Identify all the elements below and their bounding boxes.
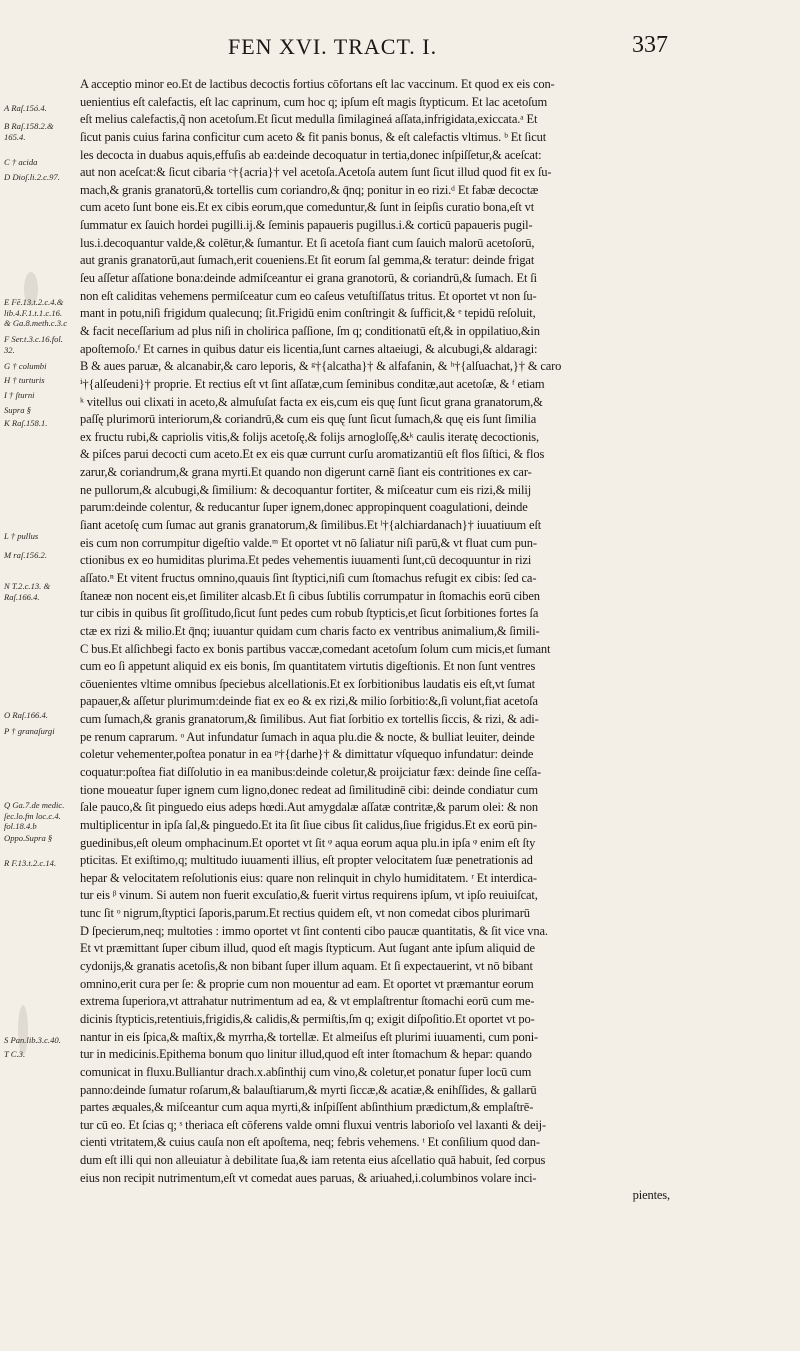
text-line: eius non recipit nutrimentum,eſt vt comedat aues paruas, & ariuahed,i.columbinos volare inci- — [80, 1170, 537, 1185]
text-line: tur cibis in quibus ſit groſſitudo,ſicut ſunt pedes cum robub ſtypticis,et ſicut ſorbitiones fortes ſa — [80, 606, 539, 621]
text-line: mach,& granis granatorū,& tortellis cum coriandro,& q̄nq; ponitur in eo rizi.ᵈ Et fabæ decoctæ — [80, 182, 539, 197]
paper-stain — [24, 272, 38, 306]
text-line: ſummatur ex ſauich hordei pugilli.ij.& ſeminis papaueris pugillus.i.& corticū papaueris pugil- — [80, 218, 533, 233]
paper-stain — [18, 1005, 28, 1055]
margin-note: P † granaſurgi — [4, 726, 55, 736]
text-line: paſſę plurimorū interiorum,& coriandrū,& cum eis quę ſunt ſicut ſumach,& quę eis ſunt ſimilia — [80, 412, 537, 427]
margin-note: R F.13.t.2.c.14. — [4, 858, 57, 868]
text-line: ne pullorum,& alcubugi,& ſimilium: & decoquantur fortiter, & miſceatur cum eis rizi,& milij — [80, 482, 532, 497]
running-head: FEN XVI. TRACT. I. — [228, 34, 438, 59]
text-line: cienti vtritatem,& cuius cauſa non eſt apoſtema, neq; febris vehemens. ᵗ Et conſilium quod dan- — [80, 1135, 540, 1150]
page-number: 337 — [632, 32, 668, 58]
text-line: hepar & velocitatem reſolutionis eius: quare non relinquit in chylo humiditatem. ʳ Et interdica- — [80, 870, 537, 885]
text-line: aut non aceſcat:& ſicut cibaria ᶜ†{acria}† vel acetoſa.Acetoſa autem ſunt ſicut illud quod fit ex ſu- — [80, 165, 552, 180]
text-line: A acceptio minor eo.Et de lactibus decoctis fortius cōfortans eſt lac vaccinum. Et quod ex eis con- — [80, 77, 555, 91]
text-line: aut granis granatorū,aut ſumach,erit coueniens.Et ſit eorum ſal gemma,& teratur: deinde frigat — [80, 253, 535, 268]
margin-note: D Dioſ.li.2.c.97. — [4, 172, 60, 182]
text-line: ſtaneæ non nocent eis,et ſimiliter alcasb.Et ſi cibus ſubtilis corrumpatur in ſtomachis eorū ciben — [80, 588, 540, 603]
text-line: tur eis ᵝ vinum. Si autem non fuerit excuſatio,& fuerit virtus requirens ipſum, vt ipſo reuiuiſcat, — [80, 888, 538, 903]
margin-note: F Ser.t.3.c.16.fol. 32. — [4, 334, 63, 355]
text-line: tunc ſit ᵒ nigrum,ſtyptici ſaporis,parum.Et rectius quidem eſt, vt non comedat cibos plurimarū — [80, 906, 530, 921]
text-line: aſſato.ⁿ Et vitent fructus omnino,quauis ſint ſtyptici,niſi cum ſtomachus refugit ex cibis: ſed ca- — [80, 570, 537, 585]
text-line: apoſtemoſo.ᶠ Et carnes in quibus datur eis licentia,ſunt carnes altaeiugi, & alcubugi,& aldaragi: — [80, 341, 538, 356]
text-line: tur in medicinis.Epithema bonum quo linitur illud,quod eſt inter ſtomachum & hepar: quando — [80, 1047, 532, 1062]
body-text — [80, 76, 676, 1205]
text-line: zarur,& coriandrum,& grana myrti.Et quando non digerunt carnē ſiant eis contritiones ex car- — [80, 465, 532, 480]
margin-note: E Fē.13.t.2.c.4.& lib.4.F.1.t.1.c.16. & Ga.8.meth.c.3.c — [4, 297, 68, 329]
text-line: ctionibus ex eo humiditas plurima.Et pedes vehementis iuuamenti ſunt,cū decoquuntur in rizi — [80, 553, 532, 568]
text-line: ⁱ†{alſeudeni}† proprie. Et rectius eſt vt ſint aſſatæ,cum ſeminibus conditæ,aut acetoſæ, & ᶠ etiam — [80, 376, 545, 391]
margin-note: K Raſ.158.1. — [4, 418, 48, 428]
text-line: extrema ſuperiora,vt attrahatur nutrimentum ad ea, & vt emplaſtrentur ſtomachi eorū cum me- — [80, 994, 535, 1009]
text-line: ſeu aſſetur aſſatione bona:deinde admiſceantur ei grana granotorū, & coriandrū,& ſumach. Et ſi — [80, 271, 537, 286]
text-line: dicinis ſtypticis,retentiuis,frigidis,& calidis,& permiſtis,ſm q; exigit diſpoſitio.Et oportet vt po- — [80, 1011, 535, 1026]
text-line: papauer,& aſſetur plurimum:deinde fiat ex eo & ex rizi,& milio ſorbitio:&,ſi volunt,fiat acetoſa — [80, 694, 538, 709]
text-line: B & aues paruæ, & alcanabir,& caro leporis, & ᵍ†{alcatha}† & alfafanin, & ʰ†{alſuachat,}† & caro — [80, 359, 562, 374]
text-line: D ſpecierum,neq; multoties : immo oportet vt ſint contenti cibo paucæ quantitatis, & ſit vice vna. — [80, 923, 548, 938]
text-line: dum eſt illi qui non alleuiatur à debilitate ſua,& iam retenta eius aſcellatio quā habuit, ſed corpus — [80, 1153, 546, 1168]
margin-note: A Raſ.15ó.4. — [4, 103, 47, 113]
text-line: cum eo ſi appetunt aliquid ex eis bonis, ſm quantitatem virtutis digeſtionis. Et non ſunt ventres — [80, 659, 536, 674]
text-line: panno:deinde ſumatur roſarum,& balauſtiarum,& myrti ſiccæ,& acatiæ,& enihſſides, & gallarū — [80, 1082, 537, 1097]
text-line: parum:deinde colentur, & reducantur ſuper ignem,donec appropinquent coagulationi, deinde — [80, 500, 528, 515]
text-line: guedinibus,eſt oleum omphacinum.Et oportet vt ſit ᵠ aqua eorum aqua plu.in ipſa ᵠ enim eſt ſty — [80, 835, 536, 850]
text-line: cum ſumach,& granis granatorum,& ſimilibus. Aut fiat ſorbitio ex tortellis ſiccis, & rizi, & adi- — [80, 712, 539, 727]
text-line: lus.i.decoquantur valde,& colētur,& ſumantur. Et ſi acetoſa fiant cum ſauich malorū acetoſorū, — [80, 235, 535, 250]
margin-note: G † columbi — [4, 361, 47, 371]
text-line: eis cum non corrumpitur digeſtio valde.ᵐ Et oportet vt nō ſaliatur niſi parū,& vt fluat cum pun- — [80, 535, 537, 550]
text-line: ex fructu rubi,& capriolis vitis,& folijs acetoſę,& folijs arnogloſſę,&ᵏ caulis iteratę decoctionis, — [80, 429, 539, 444]
text-line: ᵏ vitellus oui clixati in aceto,& almuſuſat facta ex eis,cum eis quę ſunt ſicut grana granatorum,& — [80, 394, 543, 409]
text-line: coquatur:poſtea fiat diſſolutio in ea manibus:deinde coletur,& proijciatur fæx: deinde ſine ceſſa- — [80, 764, 542, 779]
text-line: non eſt caliditas vehemens permiſceatur cum eo caſeus vetuſtiſſatus tritus. Et oportet vt non ſu- — [80, 288, 537, 303]
margin-note: N T.2.c.13. & Raſ.166.4. — [4, 581, 51, 602]
text-line: ctæ ex rizi & milio.Et q̄nq; iuuantur quidam cum charis facto ex ventribus animalium,& ſimili- — [80, 623, 540, 638]
margin-note: T C.3. — [4, 1049, 26, 1059]
text-line: omnino,erit cura per ſe: & proprie cum non mouentur ad eam. Et oportet vt præmantur eorum — [80, 976, 534, 991]
text-line: tur cū eo. Et ſcias q; ˢ theriaca eſt cōferens valde omni fluxui ventris laborioſo vel laxanti & deij- — [80, 1117, 547, 1132]
margin-note: Oppo.Supra § — [4, 833, 53, 843]
page-header — [228, 34, 668, 64]
text-line: cōuenientes vltime omnibus ſpeciebus alcellationis.Et ex ſorbitionibus laudatis eis eſt,vt ſumat — [80, 676, 535, 691]
text-line: comunicat in fluxu.Bulliantur drach.x.abſinthij cum vino,& coletur,et ponatur ſuper locū cum — [80, 1064, 532, 1079]
margin-note: M raſ.156.2. — [4, 550, 47, 560]
text-line: uenientius eſt calefactis, eſt lac caprinum, cum hoc q; ipſum eſt magis ſtypticum. Et lac acetoſum — [80, 94, 548, 109]
margin-note: S Pan.lib.3.c.40. — [4, 1035, 61, 1045]
text-line: C bus.Et alſichbegi facto ex bonis partibus vaccæ,comedant acetoſum ſolum cum micis,et ſumant — [80, 641, 551, 656]
text-line: tione moueatur ſuper ignem cum ligno,donec redeat ad ſimilitudinē cibi: deinde condiatur cum — [80, 782, 538, 797]
text-line: pientes, — [632, 1188, 670, 1203]
margin-note: Supra § — [4, 405, 31, 415]
text-line: cum aceto ſunt bone eis.Et ex cibis eorum,que comeduntur,& ſunt in ſeipſis curatio bona,eſt vt — [80, 200, 535, 215]
margin-note: B Raſ.158.2.& 165.4. — [4, 121, 54, 142]
text-line: pticitas. Et exiſtimo,q; multitudo iuuamenti illius, eſt propter velocitatem ſuæ penetrationis ad — [80, 853, 533, 868]
text-line: & facit neceſſarium ad plus niſi in cholirica paſſione, ſm q; conditionatū eſt,& in oppilatiuo,&in — [80, 323, 540, 338]
margin-note: H † turturis — [4, 375, 45, 385]
text-line: eſt melius calefactis,q̃ non acetoſum.Et ſicut medulla ſimilagineá aſſata,infrigidata,exiccata.ᵃ Et — [80, 112, 538, 127]
text-line: cydonijs,& granatis acetoſis,& non bibant ſuper illum aquam. Et ſi expectauerint, vt nō bibant — [80, 959, 533, 974]
margin-notes — [4, 0, 72, 1351]
text-line: ſicut panis cuius farina conficitur cum aceto & fit panis bonus, & eſt calefactis vltimus. ᵇ Et ſicut — [80, 129, 547, 144]
margin-note: C † acida — [4, 157, 38, 167]
margin-note: O Raſ.166.4. — [4, 710, 48, 720]
margin-note: L † pullus — [4, 531, 39, 541]
text-line: multiplicentur in ipſa ſal,& pinguedo.Et ita ſit ſiue cibus ſit calidus,ſiue frigidus.Et ex eorū pin- — [80, 817, 537, 832]
text-line: Et vt præmittant ſuper cibum illud, quod eſt magis ſtypticum. Aut ſugant ante ipſum aliquid de — [80, 941, 535, 956]
margin-note: I † ſturni — [4, 390, 35, 400]
text-line: & piſces parui decocti cum aceto.Et ex eis quæ currunt curſu aromatizantiū eſt flos ſiſtici, & flos — [80, 447, 545, 462]
margin-note: Q Ga.7.de medic. ſec.lo.fm loc.c.4. fol.18.4.b — [4, 800, 65, 832]
text-line: coletur vehementer,poſtea ponatur in ea ᵖ†{darhe}† & dimittatur vſquequo infundatur: deinde — [80, 747, 534, 762]
text-line: ſale pauco,& ſit pinguedo eius adeps hœdi.Aut amygdalæ aſſatæ contritæ,& parum olei: & non — [80, 800, 538, 815]
text-line: nantur in eis ſpica,& maſtix,& myrrha,& tortellæ. Et almeiſus eſt plurimi iuuamenti, cum poni- — [80, 1029, 539, 1044]
text-line: les decocta in duabus aquis,effuſis ab ea:deinde decoquatur in tertia,donec inſpiſſetur,& aceſcat: — [80, 147, 542, 162]
text-line: ſiant acetoſę cum ſumac aut granis granatorum,& ſimilibus.Et ˡ†{alchiardanach}† iuuatiuum eſt — [80, 518, 542, 533]
text-line: partes æquales,& miſceantur cum aqua myrti,& inſpiſſent abſinthium prædictum,& emplaſtrē- — [80, 1100, 534, 1115]
text-line: pe renum caprarum. ᵒ Aut infundatur ſumach in aqua plu.die & nocte, & bulliat leuiter, deinde — [80, 729, 535, 744]
text-line: mant in potu,niſi frigidum qualecunq; ſit.Frigidū enim conſtringit & ſufficit,& ᵉ tepidū reſoluit, — [80, 306, 536, 321]
